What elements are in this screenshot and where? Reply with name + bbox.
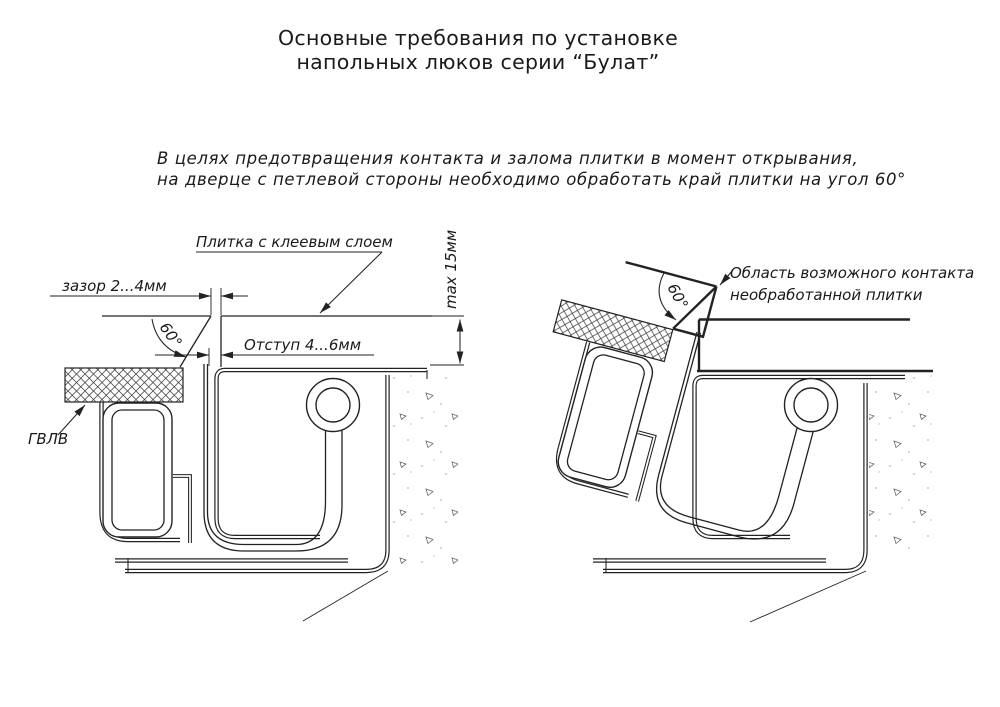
page-title-line1: Основные требования по установке	[277, 26, 679, 50]
pan-arm-inner-right	[654, 333, 815, 538]
label-gap: зазор 2...4мм	[62, 277, 167, 295]
door-tile-top-open	[626, 262, 717, 286]
note-line2: на дверце с петлевой стороны необходимо обработать край плитки на угол 60°	[157, 170, 906, 189]
gvl-block-hatched	[65, 368, 183, 402]
label-gvl: ГВЛВ	[28, 430, 69, 448]
pan-arm-inner	[208, 364, 326, 545]
break-line	[303, 571, 388, 621]
concrete-hatch-area-right	[869, 375, 933, 555]
break-line-right	[750, 571, 866, 622]
pan-arm-outer-right	[649, 332, 831, 548]
header	[157, 26, 906, 189]
page-title-line2: напольных люков серии “Булат”	[296, 50, 660, 74]
label-tile-glue: Плитка с клеевым слоем	[196, 233, 393, 251]
left-diagram-closed-hatch	[28, 230, 464, 621]
note-line1: В целях предотвращения контакта и залома плитки в момент открывания,	[157, 149, 859, 168]
tile-glue-leader	[320, 252, 382, 313]
hinge-pin	[316, 388, 350, 422]
label-angle-left: 60°	[155, 318, 186, 352]
right-diagram-open-hatch	[514, 249, 974, 622]
door-tube-outer	[103, 403, 172, 537]
hinge-pin-right	[794, 388, 828, 422]
concrete-hatch-area	[390, 375, 458, 565]
label-contact-line2: необработанной плитки	[730, 286, 923, 304]
extension-lines	[209, 288, 464, 366]
label-contact-line1: Область возможного контакта	[730, 264, 975, 282]
step-bracket-core	[173, 476, 190, 543]
label-offset: Отступ 4...6мм	[244, 336, 362, 354]
step-bracket	[173, 476, 190, 543]
label-max-height: max 15мм	[442, 229, 460, 309]
label-angle-right: 60°	[663, 280, 692, 313]
